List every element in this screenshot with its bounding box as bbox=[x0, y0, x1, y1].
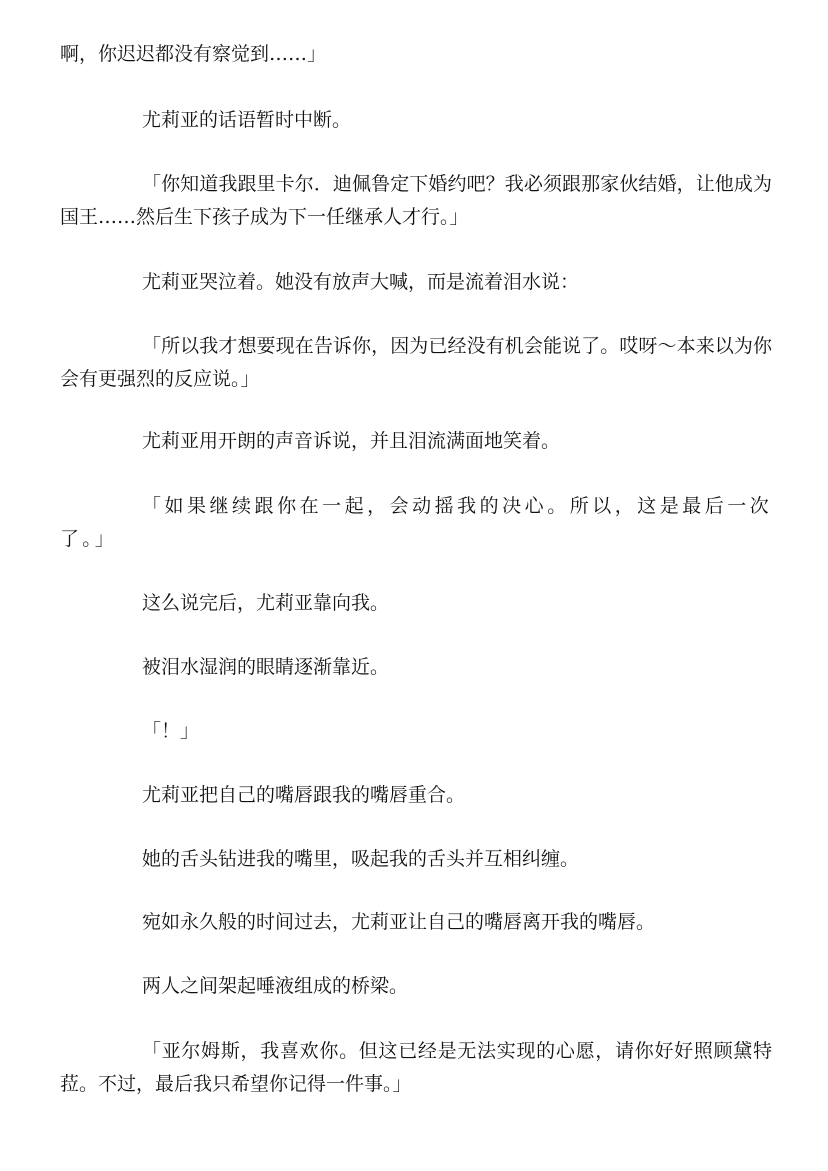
paragraph-7: 「如果继续跟你在一起，会动摇我的决心。所以，这是最后一次了。」 bbox=[60, 495, 772, 550]
paragraph-11: 尤莉亚把自己的嘴唇跟我的嘴唇重合。 bbox=[142, 784, 466, 806]
paragraph-8: 这么说完后，尤莉亚靠向我。 bbox=[142, 592, 390, 614]
paragraph-15: 「亚尔姆斯，我喜欢你。但这已经是无法实现的心愿，请你好好照顾黛特菈。不过，最后我只希望你记得一件事。」 bbox=[60, 1040, 772, 1095]
paragraph-5: 「所以我才想要现在告诉你，因为已经没有机会能说了。哎呀～本来以为你会有更强烈的反应说。」 bbox=[60, 335, 772, 390]
paragraph-9: 被泪水湿润的眼睛逐渐靠近。 bbox=[142, 656, 390, 678]
paragraph-13: 宛如永久般的时间过去，尤莉亚让自己的嘴唇离开我的嘴唇。 bbox=[142, 911, 656, 933]
paragraph-2: 尤莉亚的话语暂时中断。 bbox=[142, 109, 352, 131]
paragraph-1: 啊，你迟迟都没有察觉到……」 bbox=[60, 43, 327, 65]
paragraph-3: 「你知道我跟里卡尔．迪佩鲁定下婚约吧？我必须跟那家伙结婚，让他成为国王……然后生下孩子成为下一任继承人才行。」 bbox=[60, 173, 772, 228]
paragraph-12: 她的舌头钻进我的嘴里，吸起我的舌头并互相纠缠。 bbox=[142, 848, 580, 870]
paragraph-14: 两人之间架起唾液组成的桥梁。 bbox=[142, 975, 409, 997]
paragraph-4: 尤莉亚哭泣着。她没有放声大喊，而是流着泪水说： bbox=[142, 271, 580, 293]
paragraph-10: 「！」 bbox=[142, 720, 200, 742]
paragraph-6: 尤莉亚用开朗的声音诉说，并且泪流满面地笑着。 bbox=[142, 430, 561, 452]
